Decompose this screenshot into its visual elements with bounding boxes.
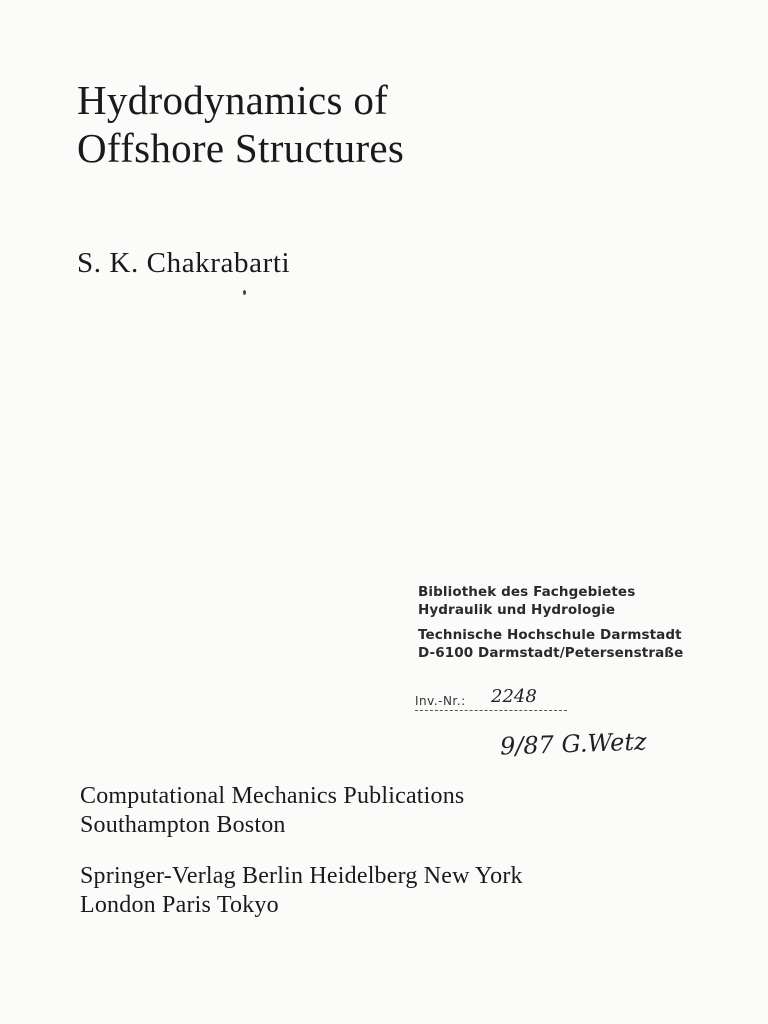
stamp-address-block: [418, 626, 738, 662]
stamp-line-2: Hydraulik und Hydrologie: [418, 602, 616, 618]
publisher-line-2: Southampton Boston: [80, 812, 286, 838]
book-title-line-1: Hydrodynamics of: [77, 77, 389, 123]
publisher-line-4: London Paris Tokyo: [80, 892, 279, 918]
inventory-stamp: [415, 686, 575, 716]
stamp-line-4: D-6100 Darmstadt/Petersenstraße: [418, 645, 684, 661]
handwritten-note: 9/87 G.Wetz: [499, 727, 648, 761]
publisher-line-3: Springer-Verlag Berlin Heidelberg New York: [80, 863, 523, 889]
publisher-group-2: [80, 862, 523, 920]
book-author: S. K. Chakrabarti: [77, 247, 291, 279]
publisher-group-1: [80, 782, 464, 840]
inventory-number: 2248: [491, 686, 537, 707]
book-title-line-2: Offshore Structures: [77, 125, 405, 171]
inventory-underline: [415, 710, 567, 711]
stamp-line-1: Bibliothek des Fachgebietes: [418, 584, 636, 600]
book-title: [77, 76, 404, 172]
library-stamp: [418, 583, 738, 669]
publisher-line-1: Computational Mechanics Publications: [80, 783, 465, 809]
stamp-line-3: Technische Hochschule Darmstadt: [418, 627, 682, 643]
inventory-label: Inv.-Nr.:: [415, 694, 466, 708]
stamp-institute-block: [418, 583, 738, 619]
ink-speck: [243, 290, 246, 295]
